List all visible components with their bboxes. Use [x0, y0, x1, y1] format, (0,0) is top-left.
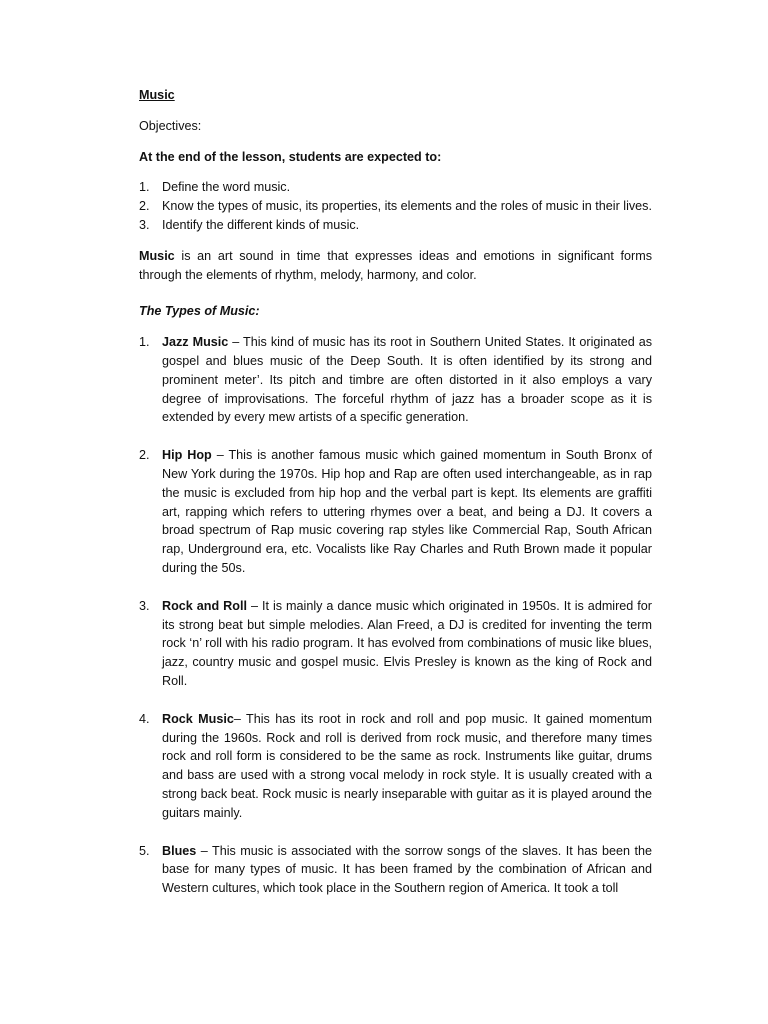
music-type-item: [139, 597, 652, 691]
objective-text: Identify the different kinds of music.: [162, 217, 360, 232]
type-term: Hip Hop: [162, 448, 212, 463]
type-number: 1.: [139, 335, 150, 350]
type-number: 5.: [139, 843, 150, 858]
document-title: Music: [139, 88, 175, 102]
expected-heading: At the end of the lesson, students are expected to:: [139, 149, 442, 164]
type-term: Blues: [162, 843, 197, 858]
music-definition: [139, 247, 652, 285]
type-description: – This music is associated with the sorrow songs of the slaves. It has been the base for many types of music. It has been framed by the combination of African and Western cultures, which took place in the Southern region of America. It took a toll: [162, 843, 652, 896]
music-type-item: [139, 333, 652, 427]
music-types-list: [139, 333, 652, 898]
type-term: Rock and Roll: [162, 598, 247, 613]
objective-item: [139, 178, 652, 197]
objective-number: 2.: [139, 199, 150, 214]
type-description: – This has its root in rock and roll and pop music. It gained momentum during the 1960s. Rock and roll is derived from rock music, and therefore many times rock and roll form is considered to be the same as rock. Instruments like guitar, drums and bass are used with a strong vocal melody in rock style. It is usually created with a strong back beat. Rock music is nearly inseparable with guitar as it is played around the guitars mainly.: [162, 711, 652, 820]
type-number: 3.: [139, 598, 150, 613]
type-number: 2.: [139, 448, 150, 463]
type-description: – It is mainly a dance music which originated in 1950s. It is admired for its strong beat but simple melodies. Alan Freed, a DJ is credited for inventing the term rock ‘n’ roll with his radio program. It has evolved from combinations of music like blues, jazz, country music and gospel music. Elvis Presley is known as the king of Rock and Roll.: [162, 598, 653, 688]
objective-item: [139, 216, 652, 235]
music-type-item: [139, 446, 652, 578]
type-term: Jazz Music: [162, 335, 229, 350]
document-body: [139, 86, 652, 917]
objectives-list: [139, 178, 652, 234]
objective-text: Know the types of music, its properties, its elements and the roles of music in their lives.: [162, 199, 652, 214]
definition-term: Music: [139, 248, 175, 263]
music-type-item: [139, 842, 652, 898]
objective-text: Define the word music.: [162, 180, 291, 195]
objective-number: 3.: [139, 217, 150, 232]
objective-number: 1.: [139, 180, 150, 195]
type-number: 4.: [139, 711, 150, 726]
music-type-item: [139, 710, 652, 823]
type-description: – This kind of music has its root in Southern United States. It originated as gospel and blues music of the Deep South. It is often identified by its strong and prominent meter’. Its pitch and timbre are often distorted in it also employs a vary degree of improvisations. The forceful rhythm of jazz has a broader scope as it is extended by every mew artists of a specific generation.: [162, 335, 652, 425]
objective-item: [139, 197, 652, 216]
definition-text: is an art sound in time that expresses ideas and emotions in significant forms through the elements of rhythm, melody, harmony, and color.: [139, 248, 652, 282]
type-description: – This is another famous music which gained momentum in South Bronx of New York during the 1970s. Hip hop and Rap are often used interchangeable, as in rap the music is excluded from hip hop and the verbal part is kept. Its elements are graffiti art, rapping which refers to uttering rhymes over a beat, and being a DJ. It covers a broad spectrum of Rap music covering rap styles like Commercial Rap, South African rap, Underground era, etc. Vocalists like Ray Charles and Ruth Brown made it popular during the 50s.: [162, 448, 652, 575]
types-heading: The Types of Music:: [139, 304, 260, 319]
objectives-label: Objectives:: [139, 118, 202, 133]
type-term: Rock Music: [162, 711, 234, 726]
